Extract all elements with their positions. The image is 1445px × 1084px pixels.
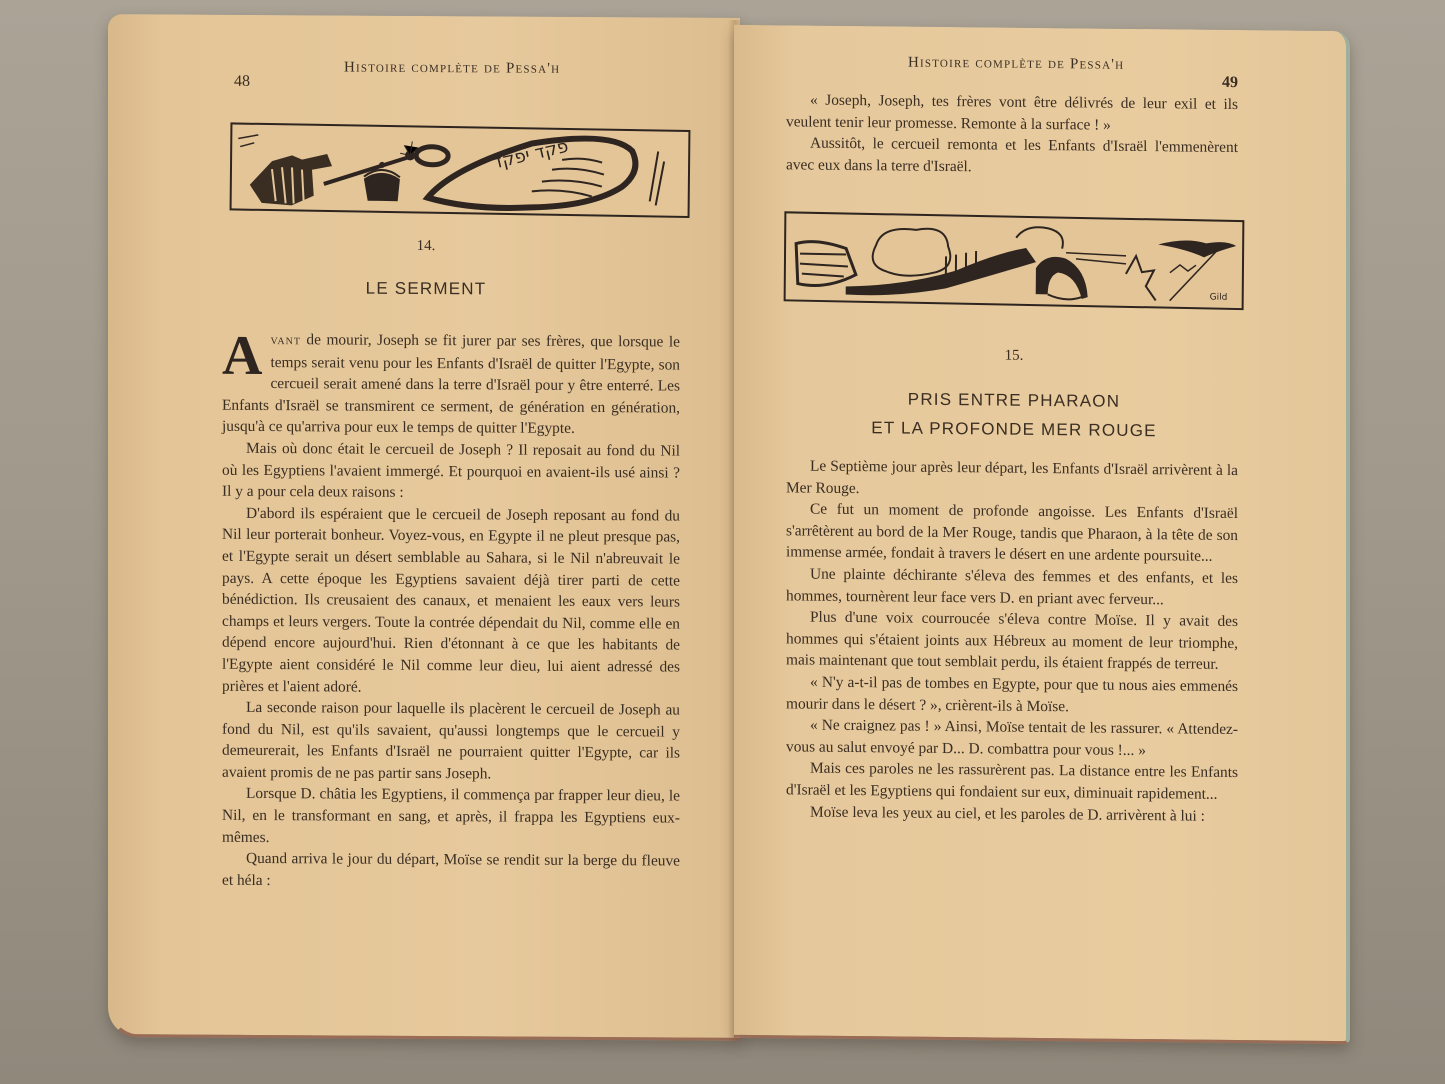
woodcut-illustration-right (784, 211, 1245, 310)
paragraph-continued-1: « Joseph, Joseph, tes frères vont être délivrés de leur exil et ils veulent tenir leur promesse. Remonte à la surface ! » (786, 91, 1238, 134)
paragraph-continued-2: Aussitôt, le cercueil remonta et les Enfants d'Israël l'emmenèrent avec eux dans la terre d'Israël. (786, 134, 1238, 176)
paragraph-1: Avant de mourir, Joseph se fit jurer par ses frères, que lorsque le temps serait venu pour les Enfants d'Israël de quitter l'Egypte, son cercueil serait amené dans la terre d'Israël pour y être enterré. Les Enfants d'Israël se transmirent ce serment, de génération en génération, jusqu'à ce qu'arriva pour eux le temps de quitter l'Egypte. (222, 324, 680, 438)
chapter-title-le-serment: LE SERMENT (365, 278, 487, 299)
paragraph-5: « N'y a-t-il pas de tombes en Egypte, pour que tu nous aies emmenés mourir dans le désert ? », crièrent-ils à Moïse. (786, 673, 1238, 715)
paragraph-3: Une plainte déchirante s'éleva des femmes et des enfants, et les hommes, tournèrent leur face vers D. en priant avec ferveur... (786, 565, 1238, 608)
page-number-right: 49 (1222, 73, 1238, 92)
chapter-title-line-1: PRIS ENTRE PHARAON (907, 389, 1121, 411)
chapter-number-14: 14. (416, 237, 436, 255)
sea-landscape-illustration (786, 213, 1243, 308)
woodcut-illustration-left (230, 122, 691, 218)
svg-text:Gild: Gild (1209, 292, 1228, 303)
right-page (734, 25, 1350, 1044)
paragraph-8: Moïse leva les yeux au ciel, et les paroles de D. arrivèrent à lui : (810, 803, 1205, 825)
paragraph-6: « Ne craignez pas ! » Ainsi, Moïse tentait de les rassurer. « Attendez-vous au salut envoyé par D... D. combattra pour vous !... » (786, 716, 1238, 759)
chapter-title-line-2: ET LA PROFONDE MER ROUGE (871, 418, 1157, 441)
running-head-left: Histoire complète de Pessa'h (344, 59, 561, 77)
paragraph-2: Ce fut un moment de profonde angoisse. Les Enfants d'Israël s'arrêtèrent au bord de la Mer Rouge, tandis que Pharaon, à la tête de son immense armée, fondait à travers le désert en une ardente poursuite... (786, 500, 1238, 566)
paragraph-5: Lorsque D. châtia les Egyptiens, il commença par frapper leur dieu, le Nil, en le transformant en sang, et après, il frappa les Egyptiens eux-mêmes. (222, 785, 680, 846)
right-page-body (786, 455, 1238, 827)
left-page-body (222, 324, 680, 894)
page-number-left: 48 (234, 72, 250, 90)
paragraph-3: D'abord ils espéraient que le cercueil de Joseph reposant au fond du Nil leur porterait bonheur. Voyez-vous, en Egypte il ne pleut presque pas, et l'Egypte serait un désert semblable au Sahara, si le Nil n'abreuvait le pays. A cette époque les Egyptiens savaient déjà tirer parti de cette bénédiction. Ils creusaient des canaux, et menaient les eaux vers leurs champs et leurs vergers. Toute la contrée dépendait du Nil, comme elle en dépend encore aujourd'hui. Rien d'étonnant à ce que les habitants de l'Egypte aient considéré le Nil comme leur dieu, lui aient adressé des prières et l'aient adoré. (222, 504, 680, 696)
paragraph-1: Le Septième jour après leur départ, les Enfants d'Israël arrivèrent à la Mer Rouge. (786, 457, 1238, 497)
chapter-number-15: 15. (1004, 347, 1024, 364)
svg-text:פקד יפקד: פקד יפקד (490, 135, 571, 174)
paragraph-4: La seconde raison pour laquelle ils placèrent le cercueil de Joseph au fond du Nil, est qu'ils savaient, qu'aussi longtemps que le cercueil y demeurerait, les Enfants d'Israël ne pourraient quitter l'Egypte, car ils avaient promis de ne pas partir sans Joseph. (222, 699, 680, 783)
chapter-title-pharaon (734, 383, 1294, 447)
left-page (108, 14, 740, 1041)
paragraph-4: Plus d'une voix courroucée s'éleva contre Moïse. Il y avait des hommes qui s'étaient joints aux Hébreux au moment de leur triomphe, mais maintenant que tout semblait perdu, ils étaient frappés de terreur. (786, 608, 1238, 674)
paragraph-2: Mais où donc était le cercueil de Joseph ? Il reposait au fond du Nil où les Egyptiens l'avaient immergé. Et pourquoi en avaient-ils usé ainsi ? Il y a pour cela deux raisons : (222, 439, 680, 502)
first-word-smallcaps: vant (270, 333, 301, 349)
running-head-right: Histoire complète de Pessa'h (908, 54, 1125, 73)
paragraph-6: Quand arriva le jour du départ, Moïse se rendit sur la berge du fleuve et héla : (222, 850, 680, 889)
crown-robe-scepter-illustration (232, 124, 689, 216)
right-page-continuation (786, 89, 1238, 180)
paragraph-7: Mais ces paroles ne les rassurèrent pas. La distance entre les Enfants d'Israël et les Egyptiens qui fondaient sur eux, diminuait rapidement... (786, 759, 1238, 803)
drop-cap: A (222, 324, 263, 388)
